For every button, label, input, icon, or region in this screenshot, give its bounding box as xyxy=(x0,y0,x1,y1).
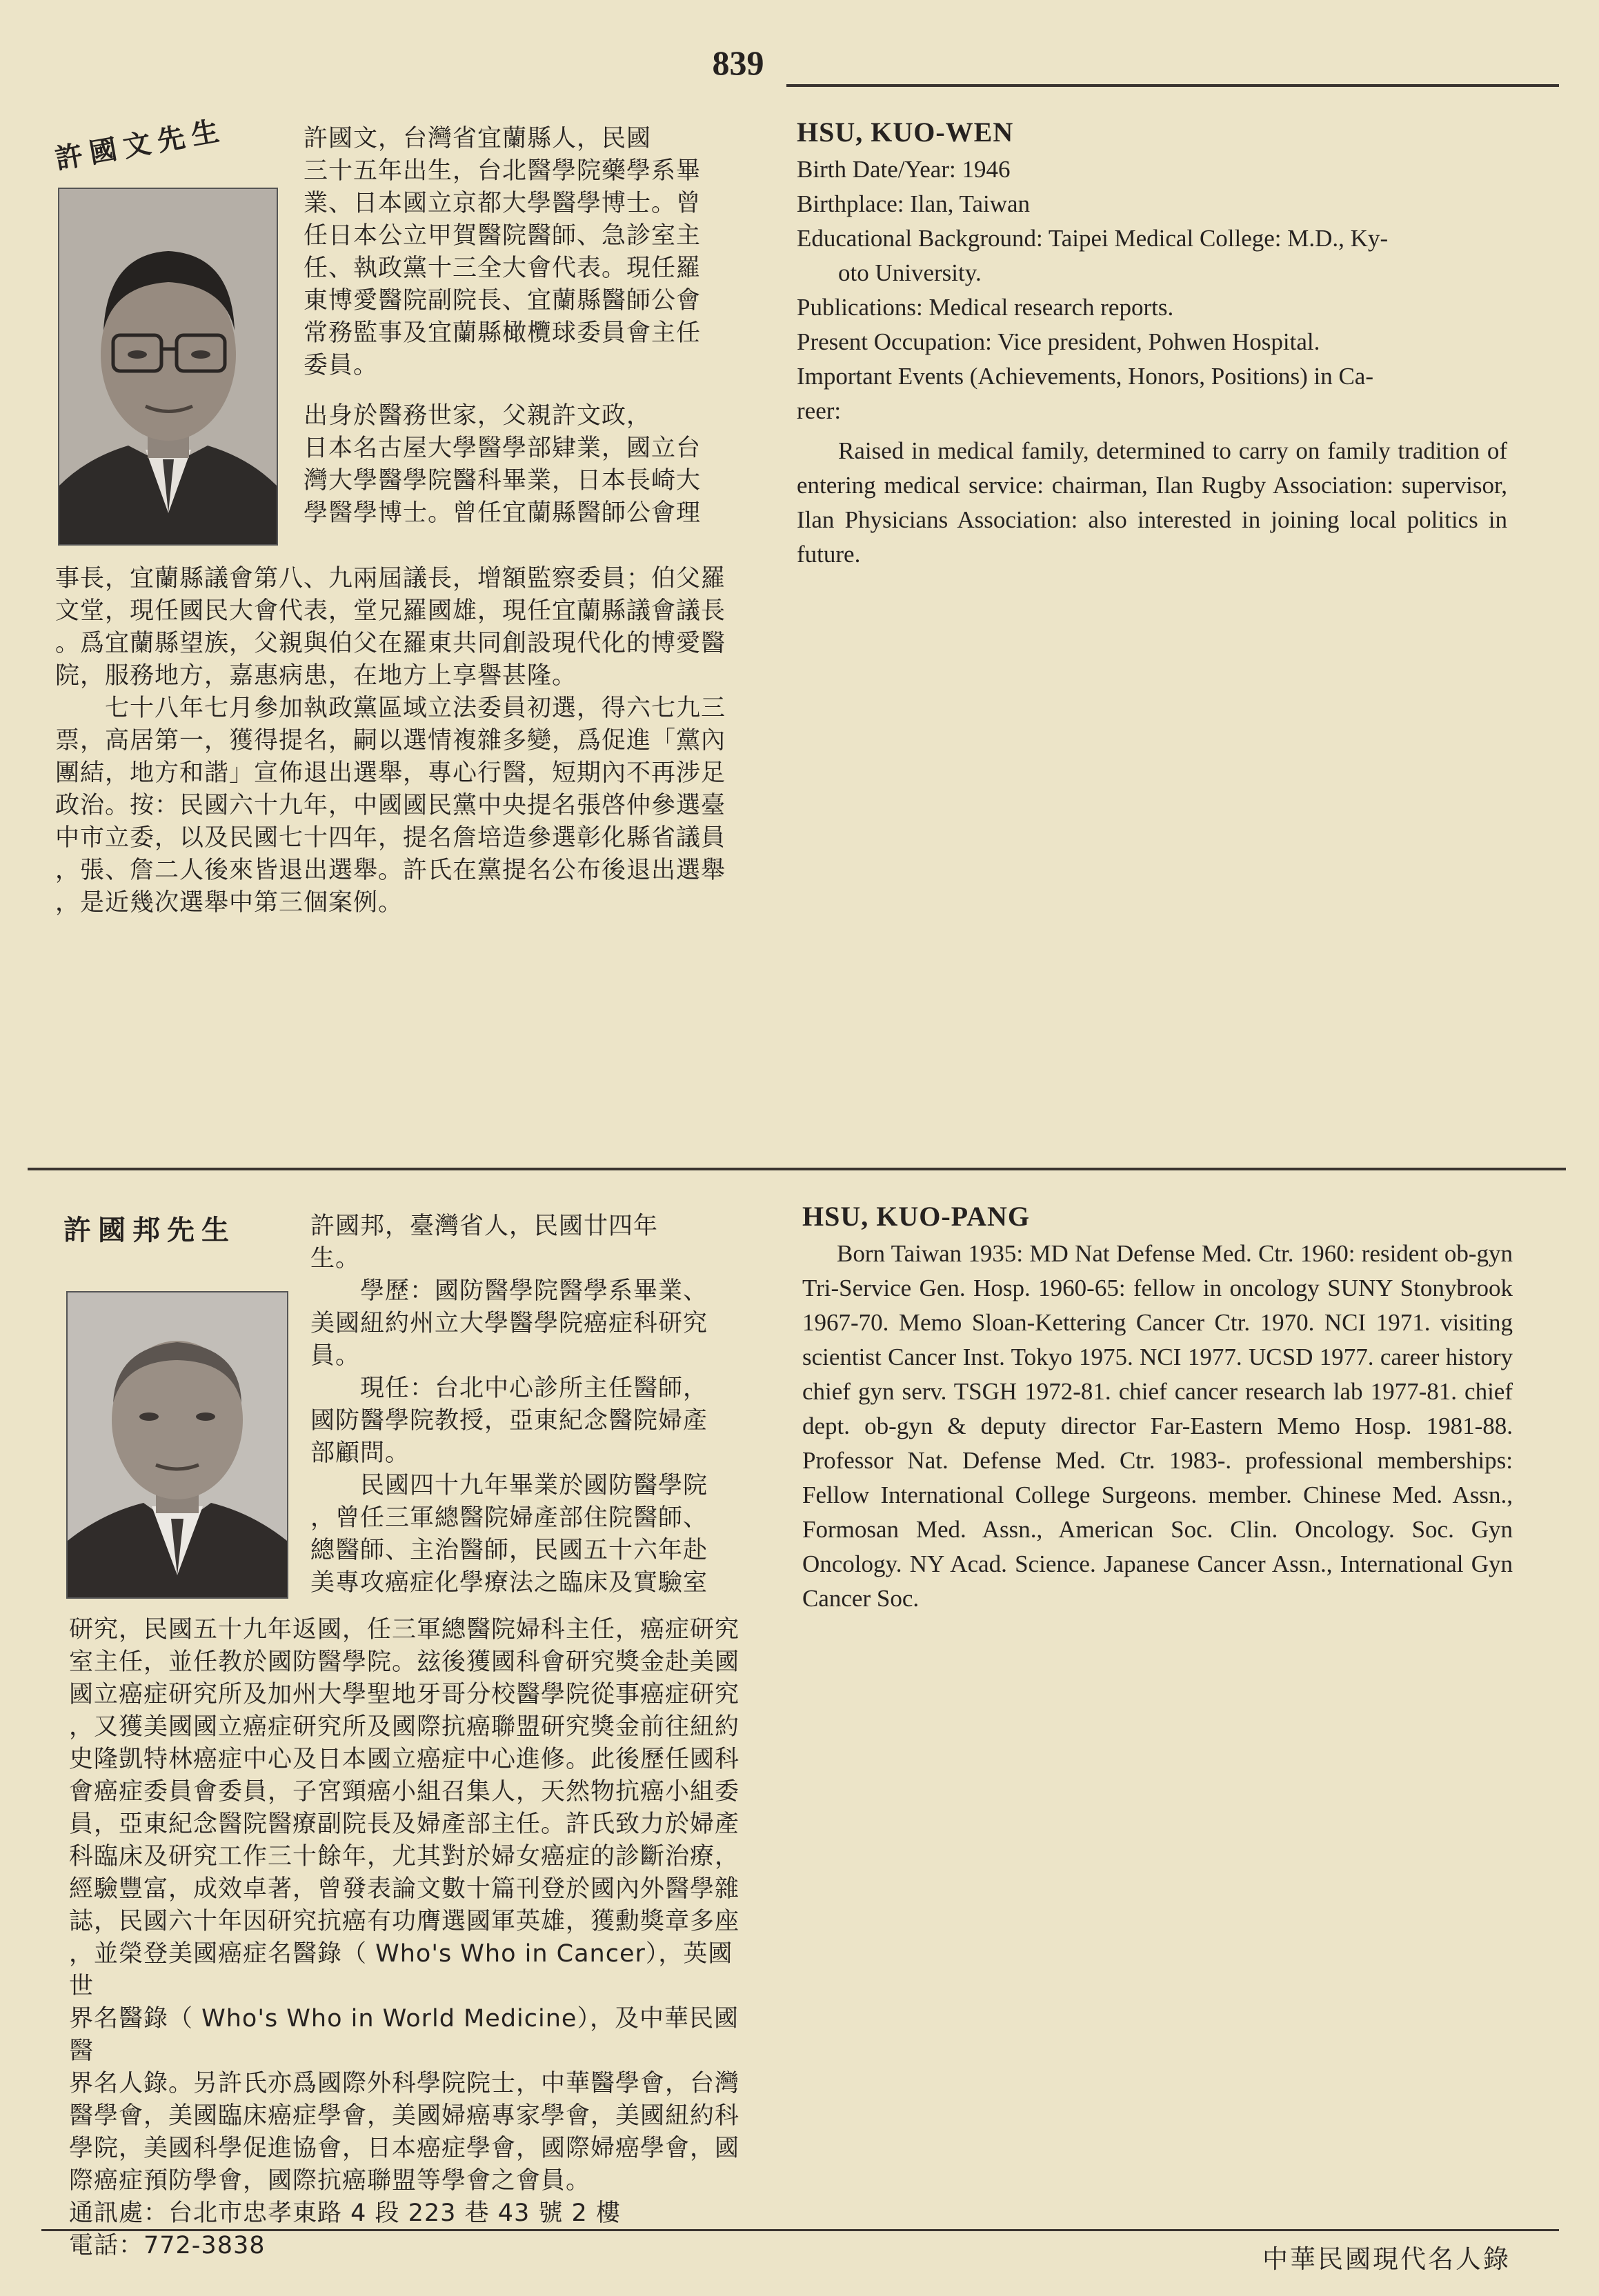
entry-2-portrait xyxy=(66,1291,288,1599)
entry-2-name-zh: 許國邦先生 xyxy=(63,1215,236,1246)
entry-1-name-zh: 許國文先生 xyxy=(52,114,228,176)
entry-2-body-en: Born Taiwan 1935: MD Nat Defense Med. Ctr. 1960: resident ob-gyn Tri-Service Gen. Hosp. 1960-65: fellow in oncology SUNY Stonybrook 1967-70. Memo Sloan-Kettering Cancer Ctr. 1970. NCI 1971. visiting scientist Cancer Inst. Tokyo 1975. NCI 1977. UCSD 1977. career history chief gyn serv. TSGH 1972-81. chief cancer research lab 1977-81. chief dept. ob-gyn & deputy director Far-Eastern Memo Hosp. 1981-88. Professor Nat. Defense Med. Ctr. 1983-. professional memberships: Fellow International College Surgeons. member. Chinese Med. Assn., Formosan Med. Assn., American Soc. Clin. Oncology. Soc. Gyn Oncology. NY Acad. Science. Japanese Cancer Assn., International Gyn Cancer Soc. xyxy=(802,1240,1513,1612)
entry-1-birthplace: Birthplace: Ilan, Taiwan xyxy=(797,190,1031,217)
entry-1-en-block xyxy=(797,116,1507,572)
entry-1-bio-zh-p1: 許國文，台灣省宜蘭縣人，民國 三十五年出生，台北醫學院藥學系畢 業、日本國立京都大學醫學博士。曾 任日本公立甲賀醫院醫師、急診室主 任、執政黨十三全大會代表。現任羅 東博愛醫院副院長、宜蘭縣醫師公會 常務監事及宜蘭縣橄欖球委員會主任 委員。 xyxy=(304,125,702,379)
entry-1-events-body: Raised in medical family, determined to carry on family tradition of entering medical service: chairman, Ilan Rugby Association: supervisor, Ilan Physicians Association: also interested in joining local politics in future. xyxy=(797,437,1507,568)
entry-1-bio-zh-p3: 事長，宜蘭縣議會第八、九兩屆議長，增額監察委員；伯父羅 文堂，現任國民大會代表，堂兄羅國雄，現任宜蘭縣議會議長 。爲宜蘭縣望族，父親與伯父在羅東共同創設現代化的博愛醫 院，服務地方，嘉惠病患，在地方上享譽甚隆。 七十八年七月參加執政黨區域立法委員初選，得六七九三 票，高居第一，獲得提名，嗣以選情複雜多變，爲促進「黨內 團結，地方和諧」宣佈退出選舉，專心行醫，短期內不再涉足 政治。按：民國六十九年，中國國民黨中央提名張啓仲參選臺 中市立委，以及民國七十四年，提名詹培造參選彰化縣省議員 ，張、詹二人後來皆退出選舉。許氏在黨提名公布後退出選舉 ，是近幾次選舉中第三個案例。 xyxy=(55,565,726,917)
portrait-man-glasses-image xyxy=(59,189,277,544)
entry-1-portrait xyxy=(58,188,278,546)
section-divider xyxy=(28,1168,1566,1170)
entry-2-en-block xyxy=(802,1200,1513,1616)
entry-1-events: Important Events (Achievements, Honors, Positions) in Ca- xyxy=(797,363,1373,390)
page-number: 839 xyxy=(712,43,764,82)
entry-1-education-cont: oto University. xyxy=(838,259,982,286)
portrait-man-suit-image xyxy=(68,1292,287,1597)
footer-book-title: 中華民國現代名人錄 xyxy=(1262,2244,1511,2274)
entry-2-name-en: HSU, KUO-PANG xyxy=(802,1201,1031,1232)
entry-1-publications: Publications: Medical research reports. xyxy=(797,294,1174,321)
entry-2-bio-zh-p1: 許國邦，臺灣省人，民國廿四年 生。 學歷：國防醫學院醫學系畢業、 美國紐約州立大學醫學院癌症科研究 員。 現任：台北中心診所主任醫師， 國防醫學院教授，亞東紀念醫院婦產 部顧問。 民國四十九年畢業於國防醫學院 ，曾任三軍總醫院婦產部住院醫師、 總醫師、主治醫師，民國五十六年赴 美專攻癌症化學療法之臨床及實驗室 xyxy=(310,1212,708,1597)
top-rule xyxy=(786,84,1559,87)
entry-2-bio-zh-p2: 研究，民國五十九年返國，任三軍總醫院婦科主任，癌症研究 室主任，並任教於國防醫學院。玆後獲國科會研究獎金赴美國 國立癌症研究所及加州大學聖地牙哥分校醫學院從事癌症研究 ，又獲美國國立癌症研究所及國際抗癌聯盟研究獎金前往紐約 史隆凱特林癌症中心及日本國立癌症中心進修。此後歷任國科 會癌症委員會委員，子宮頸癌小組召集人，天然物抗癌小組委 員，亞東紀念醫院醫療副院長及婦產部主任。許氏致力於婦產 科臨床及研究工作三十餘年，尤其對於婦女癌症的診斷治療， 經驗豐富，成效卓著，曾發表論文數十篇刊登於國內外醫學雜 誌，民國六十年因研究抗癌有功膺選國軍英雄，獲勳獎章多座 ，並榮登美國癌症名醫錄（ Who's Who in Cancer），英國世 界名醫錄（ Who's Who in World Medicine），及中華民國醫 界名人錄。另許氏亦爲國際外科學院院士，中華醫學會，台灣 醫學會，美國臨床癌症學會，美國婦癌專家學會，美國紐約科 學院，美國科學促進協會，日本癌症學會，國際婦癌學會，國 際癌症預防學會，國際抗癌聯盟等學會之會員。 通訊處：台北市忠孝東路 4 段 223 巷 43 號 2 樓 電話：772-3838 xyxy=(69,1616,740,2259)
entry-1-education: Educational Background: Taipei Medical College: M.D., Ky- xyxy=(797,225,1389,252)
entry-1-birth: Birth Date/Year: 1946 xyxy=(797,156,1011,183)
entry-1-bio-zh-p2: 出身於醫務世家，父親許文政， 日本名古屋大學醫學部肄業，國立台 灣大學醫學院醫科畢業，日本長崎大 學醫學博士。曾任宜蘭縣醫師公會理 xyxy=(304,402,702,527)
entry-1-name-en: HSU, KUO-WEN xyxy=(797,117,1014,148)
entry-1-occupation: Present Occupation: Vice president, Pohwen Hospital. xyxy=(797,328,1320,355)
entry-1-events-cont: reer: xyxy=(797,397,842,424)
